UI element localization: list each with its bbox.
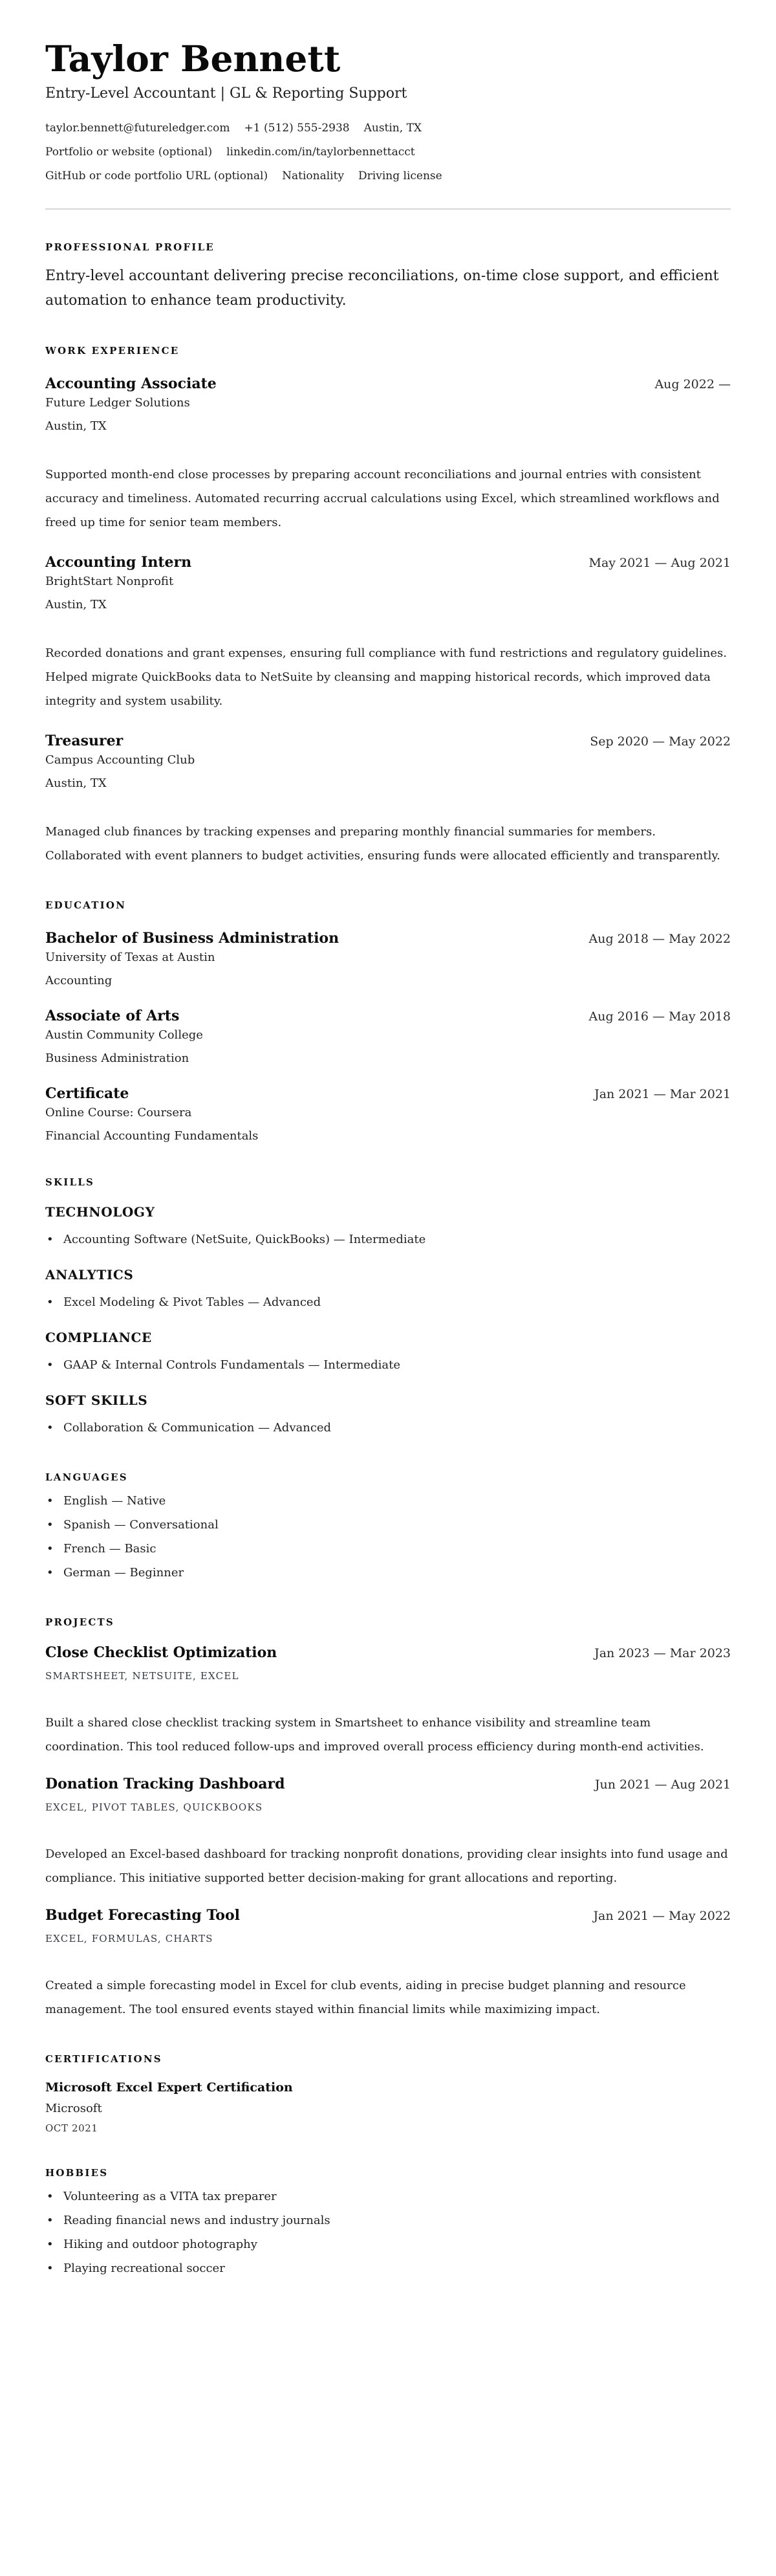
section-languages: [45, 1471, 731, 1585]
degree-title: Associate of Arts: [45, 1007, 180, 1024]
education-entry-header: [45, 929, 731, 948]
certification-issuer: Microsoft: [45, 2102, 102, 2115]
bullet-icon: •: [47, 1494, 54, 1508]
job-location: Austin, TX: [45, 776, 107, 790]
degree-dates: Aug 2016 — May 2018: [588, 1009, 731, 1024]
language-item: [45, 1489, 731, 1513]
education-entry-header: [45, 1006, 731, 1026]
degree-title: Certificate: [45, 1085, 129, 1102]
project-tags: SMARTSHEET, NETSUITE, EXCEL: [45, 1670, 239, 1682]
degree-title: Bachelor of Business Administration: [45, 930, 339, 947]
project-entry-header: [45, 1643, 731, 1662]
skill-item: [45, 1353, 731, 1377]
language-list: [45, 1489, 731, 1585]
skill-category-name: ANALYTICS: [45, 1267, 134, 1282]
work-entry: [45, 374, 731, 534]
bullet-icon: •: [47, 1542, 54, 1556]
bullet-icon: •: [47, 1518, 54, 1532]
skill-category-name: TECHNOLOGY: [45, 1204, 155, 1220]
project-entry: [45, 1643, 731, 1759]
hobby-text: Hiking and outdoor photography: [63, 2238, 257, 2251]
skill-category: [45, 1328, 731, 1377]
section-title-profile: PROFESSIONAL PROFILE: [45, 241, 215, 253]
section-title-certifications: CERTIFICATIONS: [45, 2053, 162, 2065]
contact-row-3: [45, 168, 731, 184]
hobby-list: [45, 2185, 731, 2280]
work-entry: [45, 731, 731, 868]
project-entry: [45, 1906, 731, 2021]
bullet-icon: •: [47, 1421, 54, 1435]
skill-item: [45, 1290, 731, 1314]
profile-summary: Entry-level accountant delivering precise reconciliations, on-time close support, and efficient automation to enhance team productivity.: [45, 268, 719, 309]
section-title-projects: PROJECTS: [45, 1616, 114, 1628]
section-hobbies: [45, 2166, 731, 2280]
bullet-icon: •: [47, 2190, 54, 2203]
hobby-item: [45, 2256, 731, 2280]
contact-nationality: Nationality: [282, 170, 345, 182]
candidate-name: Taylor Bennett: [45, 38, 341, 80]
project-dates: Jan 2021 — May 2022: [593, 1909, 731, 1923]
section-title-hobbies: HOBBIES: [45, 2167, 109, 2179]
hobby-item: [45, 2208, 731, 2232]
job-description: Supported month-end close processes by preparing account reconciliations and journal entries with consistent accuracy and timeliness. Automated recurring accrual calculations using Excel, which streamlined workflows and freed up time for senior team members.: [45, 468, 720, 529]
header-divider: [45, 208, 731, 210]
skill-item: [45, 1227, 731, 1251]
skill-category-name: SOFT SKILLS: [45, 1393, 148, 1408]
section-profile: [45, 241, 731, 313]
skill-list: [45, 1290, 731, 1314]
project-title: Donation Tracking Dashboard: [45, 1776, 285, 1792]
language-text: German — Beginner: [63, 1566, 184, 1580]
skill-text: GAAP & Internal Controls Fundamentals — Intermediate: [63, 1358, 400, 1372]
resume-header: [45, 36, 731, 210]
contact-row-2: [45, 144, 731, 160]
section-title-work: WORK EXPERIENCE: [45, 345, 180, 357]
contact-email[interactable]: taylor.bennett@futureledger.com: [45, 122, 230, 135]
bullet-icon: •: [47, 2238, 54, 2251]
bullet-icon: •: [47, 1358, 54, 1372]
job-title: Accounting Associate: [45, 375, 217, 392]
project-entry: [45, 1774, 731, 1890]
contact-portfolio[interactable]: Portfolio or website (optional): [45, 146, 213, 159]
language-text: English — Native: [63, 1494, 166, 1508]
job-company: BrightStart Nonprofit: [45, 575, 174, 588]
work-entry: [45, 553, 731, 713]
section-projects: [45, 1616, 731, 2021]
hobby-text: Volunteering as a VITA tax preparer: [63, 2190, 277, 2203]
job-title: Treasurer: [45, 732, 124, 749]
language-item: [45, 1561, 731, 1585]
job-dates: Sep 2020 — May 2022: [590, 734, 731, 749]
bullet-icon: •: [47, 1233, 54, 1246]
skill-category: [45, 1203, 731, 1251]
section-work-experience: [45, 344, 731, 868]
job-company: Campus Accounting Club: [45, 753, 195, 767]
skill-list: [45, 1227, 731, 1251]
job-company: Future Ledger Solutions: [45, 396, 190, 410]
certification-entry: [45, 2078, 731, 2135]
bullet-icon: •: [47, 1566, 54, 1580]
work-entry-header: [45, 731, 731, 751]
contact-phone[interactable]: +1 (512) 555-2938: [244, 122, 350, 135]
contact-linkedin[interactable]: linkedin.com/in/taylorbennettacct: [226, 146, 415, 159]
project-entry-header: [45, 1906, 731, 1925]
field-of-study: Business Administration: [45, 1051, 189, 1065]
project-description: Created a simple forecasting model in Excel for club events, aiding in precise budget planning and resource management. The tool ensured events stayed within financial limits while maximizing impact.: [45, 1979, 686, 2016]
section-education: [45, 899, 731, 1145]
project-description: Developed an Excel-based dashboard for tracking nonprofit donations, providing clear insights into fund usage and compliance. This initiative supported better decision-making for grant allocations and reporting.: [45, 1847, 728, 1885]
job-description: Managed club finances by tracking expenses and preparing monthly financial summaries for members. Collaborated with event planners to budget activities, ensuring funds were allocated efficiently and transparently.: [45, 825, 720, 863]
hobby-item: [45, 2185, 731, 2208]
bullet-icon: •: [47, 2262, 54, 2275]
job-description: Recorded donations and grant expenses, ensuring full compliance with fund restrictions and regulatory guidelines. Helped migrate QuickBooks data to NetSuite by cleansing and mapping historical records, which improved data integrity and system usability.: [45, 646, 727, 708]
language-item: [45, 1513, 731, 1537]
work-entry-header: [45, 553, 731, 572]
section-title-languages: LANGUAGES: [45, 1471, 128, 1483]
institution-name: University of Texas at Austin: [45, 951, 215, 964]
work-entry-header: [45, 374, 731, 393]
contact-row-1: [45, 120, 731, 136]
hobby-item: [45, 2232, 731, 2256]
project-title: Budget Forecasting Tool: [45, 1907, 240, 1924]
project-entry-header: [45, 1774, 731, 1794]
institution-name: Online Course: Coursera: [45, 1106, 192, 1119]
section-skills: [45, 1176, 731, 1440]
skill-text: Excel Modeling & Pivot Tables — Advanced: [63, 1295, 321, 1309]
project-tags: EXCEL, FORMULAS, CHARTS: [45, 1933, 213, 1944]
skill-list: [45, 1353, 731, 1377]
project-title: Close Checklist Optimization: [45, 1644, 277, 1661]
hobby-text: Playing recreational soccer: [63, 2262, 225, 2275]
section-title-education: EDUCATION: [45, 899, 127, 911]
education-entry: [45, 1006, 731, 1067]
certification-title: Microsoft Excel Expert Certification: [45, 2080, 293, 2095]
job-dates: Aug 2022 —: [654, 377, 731, 391]
contact-driving-license: Driving license: [358, 170, 442, 182]
skill-category: [45, 1266, 731, 1314]
certification-date: OCT 2021: [45, 2122, 98, 2134]
education-entry: [45, 1084, 731, 1145]
contact-github[interactable]: GitHub or code portfolio URL (optional): [45, 170, 268, 182]
skill-category-name: COMPLIANCE: [45, 1330, 152, 1345]
degree-dates: Aug 2018 — May 2022: [588, 932, 731, 946]
language-text: French — Basic: [63, 1542, 156, 1556]
section-title-skills: SKILLS: [45, 1176, 95, 1188]
education-entry-header: [45, 1084, 731, 1103]
field-of-study: Financial Accounting Fundamentals: [45, 1129, 259, 1143]
degree-dates: Jan 2021 — Mar 2021: [594, 1087, 731, 1101]
project-dates: Jun 2021 — Aug 2021: [594, 1778, 731, 1792]
project-tags: EXCEL, PIVOT TABLES, QUICKBOOKS: [45, 1801, 263, 1813]
job-location: Austin, TX: [45, 598, 107, 611]
skill-list: [45, 1416, 731, 1440]
skill-text: Collaboration & Communication — Advanced: [63, 1421, 332, 1435]
bullet-icon: •: [47, 1295, 54, 1309]
job-location: Austin, TX: [45, 419, 107, 433]
language-item: [45, 1537, 731, 1561]
language-text: Spanish — Conversational: [63, 1518, 219, 1532]
job-title: Accounting Intern: [45, 554, 192, 571]
institution-name: Austin Community College: [45, 1028, 203, 1042]
skill-category: [45, 1391, 731, 1440]
candidate-headline: Entry-Level Accountant | GL & Reporting Support: [45, 85, 407, 102]
education-entry: [45, 929, 731, 989]
bullet-icon: •: [47, 2214, 54, 2227]
skill-text: Accounting Software (NetSuite, QuickBooks) — Intermediate: [63, 1233, 426, 1246]
project-description: Built a shared close checklist tracking system in Smartsheet to enhance visibility and streamline team coordination. This tool reduced follow-ups and improved overall process efficiency during month-end activities.: [45, 1716, 704, 1754]
section-certifications: [45, 2053, 731, 2135]
job-dates: May 2021 — Aug 2021: [588, 556, 731, 570]
field-of-study: Accounting: [45, 974, 113, 987]
project-dates: Jan 2023 — Mar 2023: [594, 1646, 731, 1660]
skill-item: [45, 1416, 731, 1440]
hobby-text: Reading financial news and industry journals: [63, 2214, 330, 2227]
contact-location: Austin, TX: [363, 122, 422, 135]
